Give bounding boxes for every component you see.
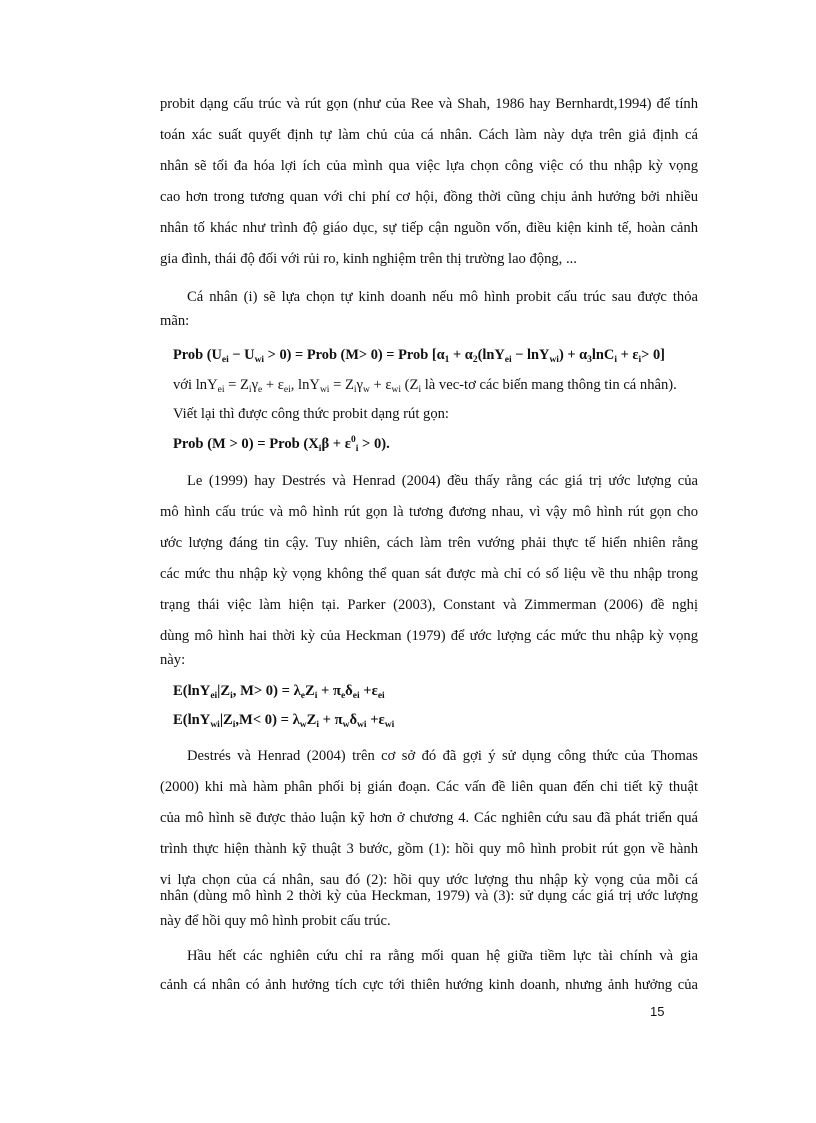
- paragraph-line: vi lựa chọn của cá nhân, sau đó (2): hồi quy ước lượng thu nhập kỳ vọng của mỗi cá: [160, 872, 698, 888]
- paragraph-line: Destrés và Henrad (2004) trên cơ sở đó đã gợi ý sử dụng công thức của Thomas: [187, 748, 698, 764]
- paragraph-line: toán xác suất quyết định tự làm chủ của cá nhân. Cách làm này dựa trên giả định cá: [160, 127, 698, 143]
- equation-structural-probit: Prob $(U_{ei} - U_{wi} > 0)$ = Prob (M> 0) = Prob $[\alpha_1 + \alpha_2(\ln Y_{ei} - \ln Y_{wi}) + \alpha_3\ln C_i + \varepsilon_i> 0]$: [173, 347, 665, 365]
- paragraph-line: Viết lại thì được công thức probit dạng rút gọn:: [173, 406, 449, 422]
- paragraph-line: ước lượng đáng tin cậy. Tuy nhiên, cách làm trên vướng phải thực tế hiển nhiên rằng: [160, 535, 698, 551]
- page-number: 15: [650, 1004, 665, 1019]
- paragraph-line: trạng thái việc làm hiện tại. Parker (2003), Constant và Zimmerman (2006) đề nghị: [160, 597, 698, 613]
- paragraph-line: Le (1999) hay Destrés và Henrad (2004) đều thấy rằng các giá trị ước lượng của: [187, 473, 698, 489]
- paragraph-line: của mô hình sẽ được thảo luận kỹ hơn ở chương 4. Các nghiên cứu sau đã phát triển quá: [160, 810, 698, 826]
- paragraph-line: cảnh cá nhân có ảnh hưởng tích cực tới thiên hướng kinh doanh, nhưng ảnh hưởng của: [160, 977, 698, 993]
- paragraph-line: này:: [160, 652, 186, 668]
- paragraph-line: mãn:: [160, 313, 190, 329]
- paragraph-line: probit dạng cấu trúc và rút gọn (như của Ree và Shah, 1986 hay Bernhardt,1994) để tính: [160, 96, 698, 112]
- paragraph-line: gia đình, thái độ đối với rủi ro, kinh nghiệm trên thị trường lao động, ...: [160, 251, 577, 267]
- paragraph-line: này để hồi quy mô hình probit cấu trúc.: [160, 913, 391, 929]
- paragraph-line: mô hình cấu trúc và mô hình rút gọn là tương đương nhau, vì vậy mô hình rút gọn cho: [160, 504, 698, 520]
- equation-reduced-probit: Prob (M > 0) = Prob $(X_i\beta + \varepsilon^0_i > 0)$.: [173, 435, 390, 454]
- paragraph-line: nhân sẽ tối đa hóa lợi ích của mình qua việc lựa chọn công việc có thu nhập kỳ vọng: [160, 158, 698, 174]
- paragraph-line: cao hơn trong tương quan với chi phí cơ hội, đồng thời cũng chịu ảnh hưởng bởi nhiều: [160, 189, 698, 205]
- paragraph-line: dùng mô hình hai thời kỳ của Heckman (1979) để ước lượng các mức thu nhập kỳ vọng: [160, 628, 698, 644]
- paragraph-line: trình thực hiện thành kỹ thuật 3 bước, gồm (1): hồi quy mô hình probit rút gọn về hành: [160, 841, 698, 857]
- paragraph-line: nhân tố khác như trình độ giáo dục, sự tiếp cận nguồn vốn, điều kiện kinh tế, hoàn cảnh: [160, 220, 698, 236]
- paragraph-line: (2000) khi mà hàm phân phối bị gián đoạn. Các vấn đề liên quan đến chi tiết kỹ thuật: [160, 779, 698, 795]
- paragraph-line: Cá nhân (i) sẽ lựa chọn tự kinh doanh nếu mô hình probit cấu trúc sau được thỏa: [187, 289, 698, 305]
- paragraph-line: nhân (dùng mô hình 2 thời kỳ của Heckman, 1979) và (3): sử dụng các giá trị ước lượng: [160, 888, 698, 904]
- equation-expected-income-self-employed: $E(\ln Y_{ei}|Z_i$, $M> 0) = \lambda_eZ_i + \pi_e\delta_{ei} +\varepsilon_{ei}$: [173, 683, 385, 701]
- equation-definitions: với $\ln Y_{ei} = Z_i\gamma_e + \varepsilon_{ei}$, $\ln Y_{wi} = Z_i\gamma_w + \varepsilon_{wi}$ ($Z_i$ là vec-tơ các biến mang thông tin cá nhân).: [173, 377, 677, 395]
- equation-expected-income-wage: $E(\ln Y_{wi}|Z_i,M< 0) = \lambda_wZ_i + \pi_w\delta_{wi} +\varepsilon_{wi}$: [173, 712, 395, 730]
- paragraph-line: các mức thu nhập kỳ vọng không thể quan sát được mà chỉ có số liệu về thu nhập trong: [160, 566, 698, 582]
- paragraph-line: Hầu hết các nghiên cứu chỉ ra rằng mối quan hệ giữa tiềm lực tài chính và gia: [187, 948, 698, 964]
